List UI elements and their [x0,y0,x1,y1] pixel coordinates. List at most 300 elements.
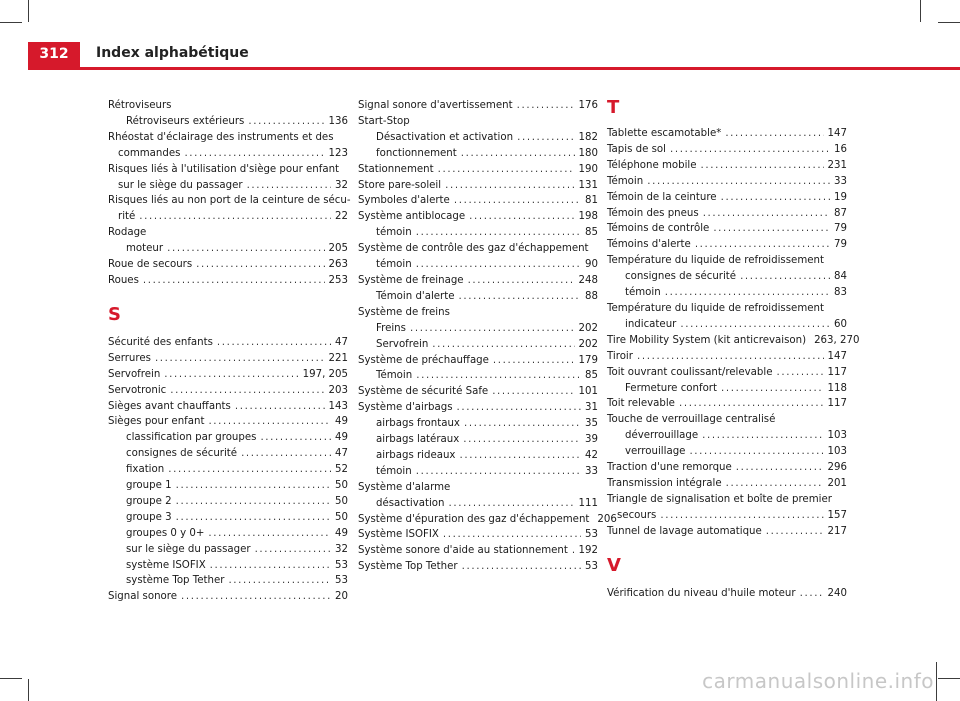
dot-leader [726,476,824,492]
dot-leader [517,130,574,146]
index-term [607,492,847,508]
term-label: rité [118,211,136,223]
page-reference[interactable]: 240 [827,587,847,599]
page-reference[interactable]: 42 [585,449,598,461]
page-reference[interactable]: 217 [827,525,847,537]
page-reference[interactable]: 205 [328,243,348,255]
index-subterm [108,510,348,526]
dot-leader [443,527,581,543]
index-subterm [358,146,598,162]
index-term [358,178,598,194]
term-label: groupe 2 [126,495,172,507]
dot-leader [416,368,581,384]
dot-leader [170,383,324,399]
index-entry [358,98,598,114]
index-term [108,399,348,415]
watermark: carmanualsonline.info [702,669,934,693]
index-entry [358,241,598,273]
page-reference[interactable]: 202 [578,338,598,350]
index-subterm [607,381,847,397]
index-term [607,253,847,269]
page-reference[interactable]: 202 [578,322,598,334]
term-label: Système de freinage [358,274,464,286]
index-entry [607,237,847,253]
index-subterm [108,209,348,225]
index-entry [108,414,348,589]
crop-mark [0,678,22,679]
index-subterm [358,321,598,337]
term-label: Système de contrôle des gaz d'échappement [358,243,589,255]
term-label: Témoins de contrôle [607,223,710,235]
page-reference[interactable]: 90 [585,259,598,271]
page-reference[interactable]: 87 [834,207,847,219]
term-label: Système de sécurité Safe [358,386,489,398]
index-column-2 [358,98,617,575]
page-reference[interactable]: 49 [335,416,348,428]
index-term [607,190,847,206]
index-column-3 [607,97,860,601]
term-label: groupe 3 [126,511,172,523]
crop-mark [0,22,22,23]
index-subterm [607,269,847,285]
index-entry [108,225,348,257]
index-term [607,412,847,428]
dot-leader [167,241,324,257]
index-subterm [358,130,598,146]
dot-leader [445,178,574,194]
term-label: Sécurité des enfants [108,336,213,348]
dot-leader [181,589,331,605]
index-entry [108,273,348,289]
page-reference[interactable]: 32 [335,543,348,555]
index-entry [607,524,847,540]
section-letter: V [607,554,621,576]
page-reference[interactable]: 263, 270 [814,334,860,346]
index-term [607,237,847,253]
dot-leader [260,430,331,446]
dot-leader [176,478,331,494]
page-title: Index alphabétique [96,45,249,61]
index-entry [607,174,847,190]
term-label: Tablette escamotable* [607,128,722,139]
page-reference[interactable]: 198 [578,211,598,223]
index-entry [108,335,348,351]
index-subterm [108,526,348,542]
page-reference[interactable]: 221 [328,352,348,364]
term-label: secours [617,509,657,521]
page-reference[interactable]: 118 [827,382,847,394]
page-reference[interactable]: 123 [328,147,348,159]
index-entry [358,543,598,559]
dot-leader [210,558,331,574]
page-reference[interactable]: 117 [827,398,847,410]
dot-leader [660,508,823,524]
dot-leader [416,225,581,241]
term-label: Triangle de signalisation et boîte de premier [607,493,832,505]
page-reference[interactable]: 192 [578,545,598,557]
dot-leader [416,464,581,480]
dot-leader [689,444,823,460]
page-reference[interactable]: 248 [578,274,598,286]
dot-leader [416,257,581,273]
page-reference[interactable]: 101 [578,386,598,398]
page-reference[interactable]: 35 [585,418,598,430]
term-label: témoin [376,465,412,477]
index-term [108,162,348,178]
index-entry [607,190,847,206]
page-reference[interactable]: 22 [335,211,348,223]
dot-leader [255,542,331,558]
page-reference[interactable]: 39 [585,434,598,446]
term-label: désactivation [376,497,445,509]
page-reference[interactable]: 33 [834,175,847,187]
page-reference[interactable]: 143 [328,400,348,412]
page-reference[interactable]: 81 [585,195,598,207]
term-label: Toit relevable [607,398,675,410]
dot-leader [647,174,830,190]
index-term [108,273,348,289]
dot-leader [438,162,575,178]
index-term [108,414,348,430]
term-label: Risques liés à l'utilisation d'siège pour enfant [108,163,340,175]
term-label: Toit ouvrant coulissant/relevable [607,366,773,378]
page-reference[interactable]: 49 [335,527,348,539]
page-reference[interactable]: 103 [827,446,847,458]
term-label: Servofrein [376,338,429,350]
page-reference[interactable]: 117 [827,366,847,378]
term-label: fonctionnement [376,147,457,159]
page-reference[interactable]: 147 [827,128,847,139]
page-reference[interactable]: 49 [335,432,348,444]
index-term [358,162,598,178]
index-entry [358,384,598,400]
dot-leader [713,221,830,237]
term-label: Servofrein [108,368,161,380]
term-label: airbags latéraux [376,434,460,446]
index-term [108,589,348,605]
dot-leader [721,190,830,206]
page-reference[interactable]: 50 [335,480,348,492]
page-reference[interactable]: 47 [335,448,348,460]
index-subterm [108,178,348,194]
term-label: Transmission intégrale [607,477,722,489]
index-entry [607,301,847,333]
index-entry [358,193,598,209]
page-reference[interactable]: 136 [328,115,348,127]
term-label: Start-Stop [358,115,410,127]
index-subterm [358,257,598,273]
page-reference[interactable]: 180 [578,147,598,159]
index-entry [607,333,860,349]
page-reference[interactable]: 103 [827,430,847,442]
dot-leader [235,399,325,415]
term-label: Sièges avant chauffants [108,400,231,412]
page-reference[interactable]: 52 [335,464,348,476]
page-reference[interactable]: 19 [834,191,847,203]
index-term [358,400,598,416]
term-label: sur le siège du passager [118,179,243,191]
term-label: Store pare-soleil [358,179,442,191]
page-reference[interactable]: 50 [335,495,348,507]
crop-mark [28,679,29,701]
crop-mark [28,0,29,22]
term-label: Système d'épuration des gaz d'échappement [358,513,590,525]
page-reference[interactable]: 53 [585,529,598,541]
term-label: Risques liés au non port de la ceinture de sécu- [108,195,351,207]
dot-leader [449,496,575,512]
page-reference[interactable]: 50 [335,511,348,523]
term-label: moteur [126,243,164,255]
index-subterm [358,225,598,241]
section-letter: T [607,97,620,118]
index-term [607,349,847,365]
page-reference[interactable]: 111 [578,497,598,509]
dot-leader [517,98,575,114]
term-label: Tunnel de lavage automatique [607,525,762,537]
page-reference[interactable]: 206 [597,513,617,525]
index-entry [358,162,598,178]
dot-leader [740,269,830,285]
page-reference[interactable]: 16 [834,143,847,155]
page-reference[interactable]: 83 [834,287,847,299]
index-term [358,305,598,321]
dot-leader [461,146,575,162]
page-reference[interactable]: 131 [578,179,598,191]
term-label: Système sonore d'aide au stationnement [358,545,568,557]
term-label: classification par groupes [126,432,257,444]
index-term [108,335,348,351]
index-entry [607,142,847,158]
index-subterm [358,464,598,480]
dot-leader [572,543,575,559]
term-label: Tire Mobility System (kit anticrevaison) [607,334,807,346]
term-label: verrouillage [625,446,686,458]
index-entry [358,559,598,575]
term-label: airbags frontaux [376,418,460,430]
page-reference[interactable]: 253 [328,274,348,286]
page-reference[interactable]: 203 [328,384,348,396]
page-reference[interactable]: 33 [585,465,598,477]
term-label: Vérification du niveau d'huile moteur [607,587,796,599]
dot-leader [176,510,331,526]
term-label: consignes de sécurité [625,271,737,283]
crop-mark [920,0,921,22]
index-entry [607,349,847,365]
term-label: Témoin [376,370,413,382]
index-term [108,130,348,146]
term-label: Symboles d'alerte [358,195,450,207]
term-label: Système de préchauffage [358,354,489,366]
page-reference[interactable]: 176 [578,100,598,111]
term-label: consignes de sécurité [126,448,238,460]
dot-leader [679,396,824,412]
term-label: Système d'airbags [358,402,453,414]
index-entry [607,586,847,602]
index-term [108,351,348,367]
index-subterm [607,285,847,301]
index-subterm [108,494,348,510]
dot-leader [164,367,298,383]
term-label: Tiroir [607,350,633,362]
index-term [108,225,348,241]
index-entry [358,209,598,241]
dot-leader [695,237,830,253]
page-reference[interactable]: 197, 205 [302,368,348,380]
dot-leader [670,142,830,158]
page-reference[interactable]: 296 [827,462,847,474]
index-column-1 [108,98,351,605]
index-subterm [358,368,598,384]
index-subterm [108,446,348,462]
index-term [607,365,847,381]
term-label: Rétroviseurs extérieurs [126,115,245,127]
page-reference[interactable]: 182 [578,131,598,143]
index-term [358,353,598,369]
dot-leader [168,462,331,478]
term-label: témoin [625,287,661,299]
index-entry [607,253,847,301]
term-label: Serrures [108,352,151,364]
page-reference[interactable]: 79 [834,223,847,235]
index-entry [607,412,847,460]
crop-mark [938,678,960,679]
index-term [358,527,598,543]
index-entry [358,178,598,194]
page-reference[interactable]: 179 [578,354,598,366]
dot-leader [155,351,325,367]
dot-leader [459,448,581,464]
index-entry [108,162,348,194]
index-entry [607,365,847,397]
term-label: Rétroviseurs [108,100,172,111]
index-term [607,126,847,142]
dot-leader [410,321,575,337]
term-label: indicateur [625,318,677,330]
page-reference[interactable]: 147 [827,350,847,362]
page-reference[interactable]: 85 [585,227,598,239]
index-term [607,206,847,222]
page-reference[interactable]: 53 [585,561,598,573]
index-entry [108,130,348,162]
index-term [358,543,598,559]
page-reference[interactable]: 20 [335,591,348,603]
page-reference[interactable]: 31 [585,402,598,414]
term-label: Système Top Tether [358,561,458,573]
dot-leader [777,365,824,381]
dot-leader [241,446,331,462]
index-subterm [108,241,348,257]
term-label: Témoin des pneus [607,207,699,219]
page-reference[interactable]: 53 [335,559,348,571]
page-reference[interactable]: 60 [834,318,847,330]
dot-leader [196,257,324,273]
term-label: Système de freins [358,306,450,318]
term-label: fixation [126,464,165,476]
term-label: Servotronic [108,384,167,396]
index-entry [108,98,348,130]
term-label: Roues [108,274,139,286]
index-entry [108,193,351,225]
page-reference[interactable]: 32 [335,179,348,191]
index-entry [607,206,847,222]
index-term [358,193,598,209]
dot-leader [208,414,331,430]
page-number: 312 [28,42,80,67]
index-subterm [358,289,598,305]
term-label: Système antiblocage [358,211,466,223]
index-term [607,396,847,412]
index-term [108,193,351,209]
term-label: Témoins d'alerte [607,239,691,251]
index-entry [358,305,598,353]
term-label: Rodage [108,227,147,239]
dot-leader [800,586,824,602]
page-reference[interactable]: 263 [328,259,348,271]
page-reference[interactable]: 47 [335,336,348,348]
term-label: Traction d'une remorque [607,462,732,474]
index-subterm [108,478,348,494]
term-label: Touche de verrouillage centralisé [607,414,776,426]
dot-leader [248,114,324,130]
crop-mark [938,22,960,23]
index-term [607,476,847,492]
term-label: groupes 0 y 0+ [126,527,205,539]
page-reference[interactable]: 84 [834,271,847,283]
index-term [607,301,847,317]
index-subterm [607,444,847,460]
index-term [108,257,348,273]
dot-leader [463,432,581,448]
page-reference[interactable]: 88 [585,290,598,302]
dot-leader [725,126,823,142]
dot-leader [736,460,824,476]
index-term [607,460,847,476]
page-reference[interactable]: 190 [578,163,598,175]
header-rule [28,67,960,70]
index-term [607,174,847,190]
page-reference[interactable]: 79 [834,239,847,251]
index-term [607,586,847,602]
dot-leader [680,317,830,333]
index-term [108,383,348,399]
page-reference[interactable]: 53 [335,575,348,587]
term-label: Téléphone mobile [607,159,697,171]
index-term [358,480,598,496]
page-reference[interactable]: 201 [827,477,847,489]
dot-leader [469,209,574,225]
term-label: Témoin d'alerte [376,290,455,302]
term-label: Signal sonore [108,591,177,603]
index-entry [358,480,598,512]
term-label: déverrouillage [625,430,699,442]
index-term [358,241,598,257]
page-reference[interactable]: 231 [827,159,847,171]
term-label: Désactivation et activation [376,131,514,143]
index-entry [358,512,617,528]
page-reference[interactable]: 85 [585,370,598,382]
dot-leader [247,178,331,194]
page-reference[interactable]: 157 [827,509,847,521]
dot-leader [492,384,574,400]
dot-leader [454,193,581,209]
dot-leader [702,428,823,444]
dot-leader [459,289,582,305]
dot-leader [665,285,830,301]
term-label: Sièges pour enfant [108,416,205,428]
dot-leader [637,349,824,365]
index-subterm [358,432,598,448]
index-subterm [108,114,348,130]
